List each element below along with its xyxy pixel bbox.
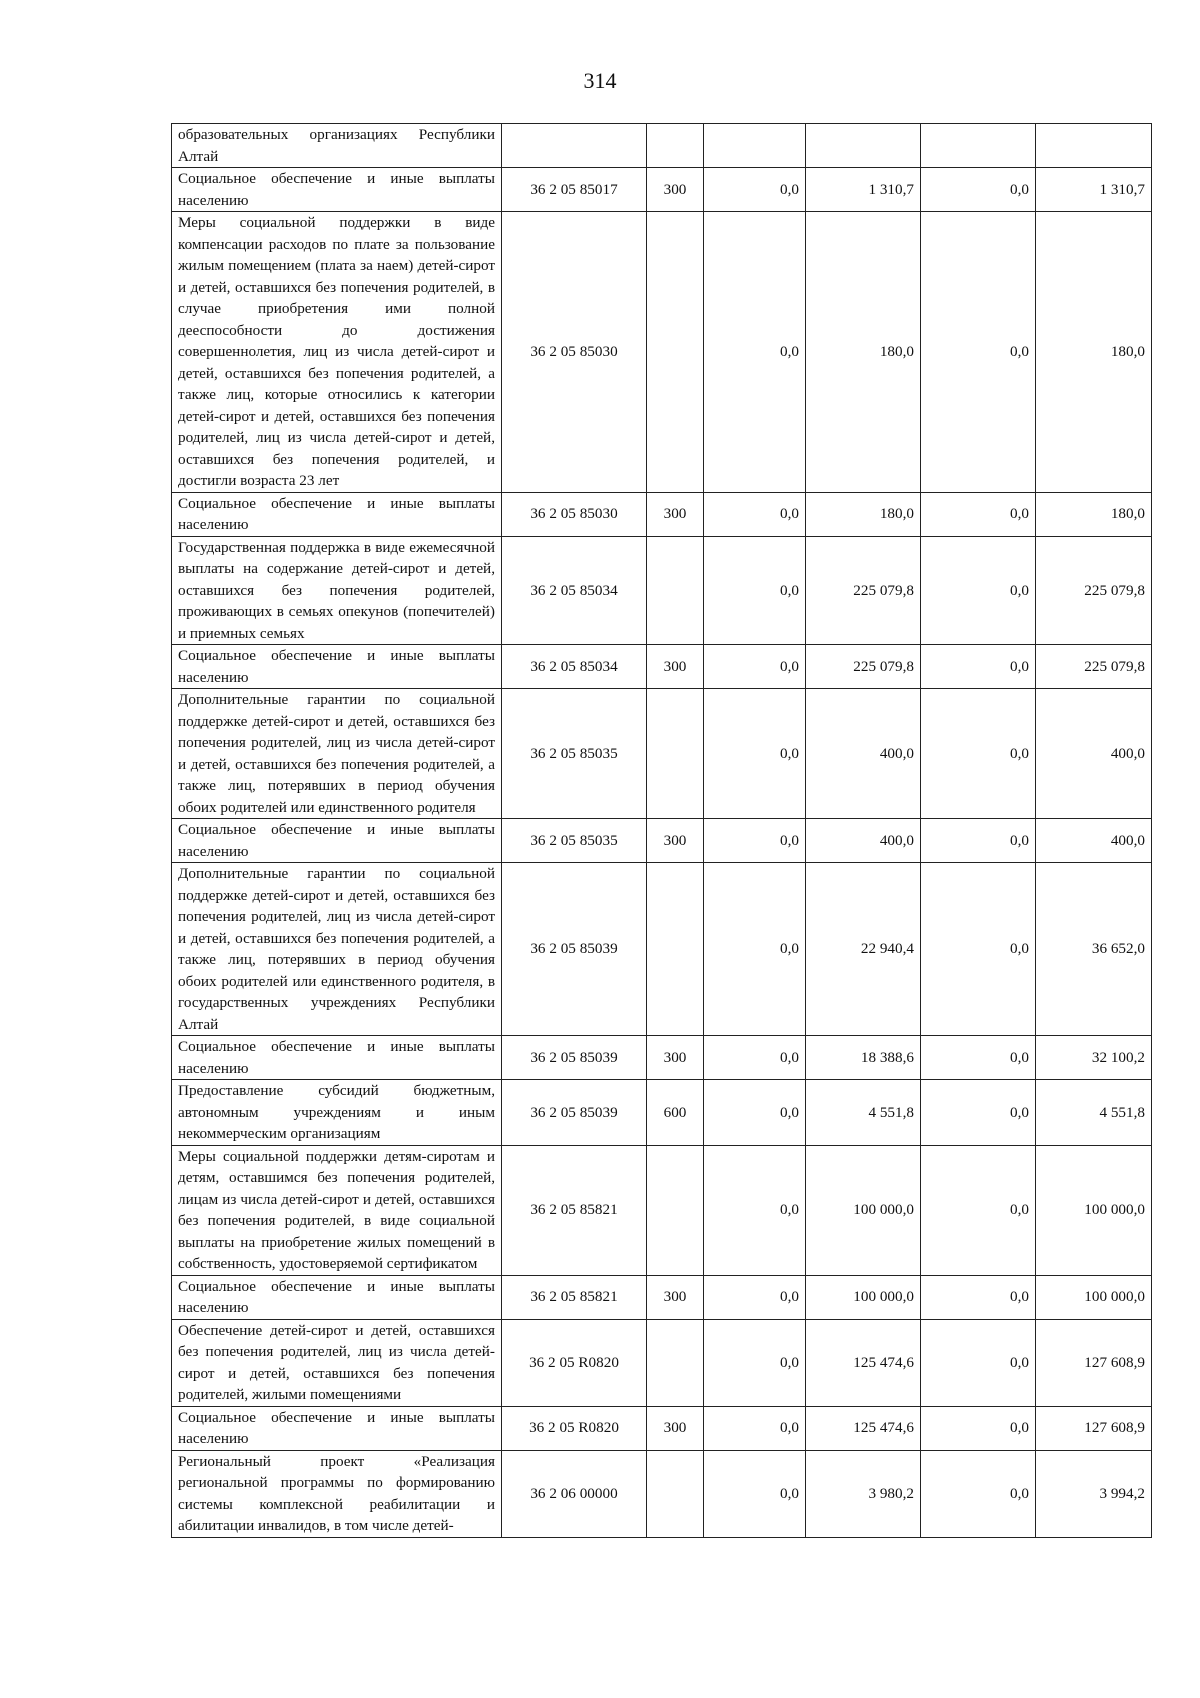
amount-col-3-cell: 0,0 — [921, 1145, 1036, 1275]
expense-type-code-cell — [647, 536, 704, 645]
amount-col-1-cell: 0,0 — [704, 536, 806, 645]
expense-type-code-cell: 300 — [647, 819, 704, 863]
amount-col-3-cell: 0,0 — [921, 1275, 1036, 1319]
target-article-code-cell: 36 2 05 R0820 — [502, 1319, 647, 1406]
amount-col-4-cell: 4 551,8 — [1036, 1080, 1152, 1146]
amount-col-3-cell: 0,0 — [921, 863, 1036, 1036]
amount-col-4-cell: 180,0 — [1036, 212, 1152, 493]
amount-col-2-cell: 400,0 — [806, 689, 921, 819]
expense-name-cell: Социальное обеспечение и иные выплаты населению — [172, 1036, 502, 1080]
expense-name-cell: Социальное обеспечение и иные выплаты населению — [172, 819, 502, 863]
amount-col-1-cell: 0,0 — [704, 819, 806, 863]
budget-table — [171, 123, 1152, 1538]
amount-col-4-cell: 100 000,0 — [1036, 1275, 1152, 1319]
expense-name-cell: Дополнительные гарантии по социальной поддержке детей-сирот и детей, оставшихся без попечения родителей, лиц из числа детей-сирот и детей, оставшихся без попечения родителей, а также лиц, потерявших в период обучения обоих родителей или единственного родителя — [172, 689, 502, 819]
target-article-code-cell: 36 2 05 85035 — [502, 819, 647, 863]
amount-col-4-cell: 3 994,2 — [1036, 1450, 1152, 1537]
amount-col-2-cell: 4 551,8 — [806, 1080, 921, 1146]
amount-col-3-cell: 0,0 — [921, 168, 1036, 212]
amount-col-2-cell: 180,0 — [806, 212, 921, 493]
expense-name-cell: Социальное обеспечение и иные выплаты населению — [172, 1406, 502, 1450]
expense-name-cell: Социальное обеспечение и иные выплаты населению — [172, 492, 502, 536]
target-article-code-cell: 36 2 05 85035 — [502, 689, 647, 819]
expense-type-code-cell — [647, 1319, 704, 1406]
table-row — [172, 1450, 1152, 1537]
amount-col-3-cell: 0,0 — [921, 1406, 1036, 1450]
table-row — [172, 536, 1152, 645]
amount-col-2-cell: 180,0 — [806, 492, 921, 536]
expense-name-cell: Социальное обеспечение и иные выплаты населению — [172, 1275, 502, 1319]
amount-col-1-cell: 0,0 — [704, 863, 806, 1036]
amount-col-2-cell: 125 474,6 — [806, 1406, 921, 1450]
amount-col-3-cell: 0,0 — [921, 492, 1036, 536]
amount-col-1-cell: 0,0 — [704, 1319, 806, 1406]
expense-name-cell: Меры социальной поддержки в виде компенсации расходов по плате за пользование жилым помещением (плата за наем) детей-сирот и детей, оставшихся без попечения родителей, в случае приобретения ими полной дееспособности до достижения совершеннолетия, лиц из числа детей-сирот и детей, оставшихся без попечения родителей, а также лиц, которые относились к категории детей-сирот и детей, оставшихся без попечения родителей, лиц из числа детей-сирот и детей, оставшихся без попечения родителей, и достигли возраста 23 лет — [172, 212, 502, 493]
amount-col-2-cell: 400,0 — [806, 819, 921, 863]
expense-type-code-cell: 300 — [647, 1275, 704, 1319]
amount-col-3-cell: 0,0 — [921, 689, 1036, 819]
amount-col-3-cell — [921, 124, 1036, 168]
table-row — [172, 645, 1152, 689]
amount-col-3-cell: 0,0 — [921, 1319, 1036, 1406]
expense-type-code-cell — [647, 863, 704, 1036]
amount-col-2-cell: 225 079,8 — [806, 645, 921, 689]
amount-col-3-cell: 0,0 — [921, 1036, 1036, 1080]
amount-col-4-cell: 127 608,9 — [1036, 1319, 1152, 1406]
amount-col-4-cell: 400,0 — [1036, 689, 1152, 819]
expense-type-code-cell: 300 — [647, 492, 704, 536]
amount-col-1-cell: 0,0 — [704, 1145, 806, 1275]
table-row — [172, 863, 1152, 1036]
amount-col-2-cell: 1 310,7 — [806, 168, 921, 212]
table-row — [172, 124, 1152, 168]
expense-name-cell: Государственная поддержка в виде ежемесячной выплаты на содержание детей-сирот и детей, оставшихся без попечения родителей, проживающих в семьях опекунов (попечителей) и приемных семьях — [172, 536, 502, 645]
expense-type-code-cell — [647, 689, 704, 819]
amount-col-4-cell: 225 079,8 — [1036, 536, 1152, 645]
target-article-code-cell: 36 2 05 85034 — [502, 645, 647, 689]
amount-col-2-cell: 18 388,6 — [806, 1036, 921, 1080]
expense-type-code-cell — [647, 1450, 704, 1537]
expense-type-code-cell: 300 — [647, 168, 704, 212]
target-article-code-cell: 36 2 05 85039 — [502, 1080, 647, 1146]
amount-col-1-cell: 0,0 — [704, 1406, 806, 1450]
target-article-code-cell: 36 2 05 85034 — [502, 536, 647, 645]
page-number: 314 — [583, 68, 617, 93]
expense-name-cell: Социальное обеспечение и иные выплаты населению — [172, 645, 502, 689]
expense-name-cell: Обеспечение детей-сирот и детей, оставшихся без попечения родителей, лиц из числа детей-сирот и детей, оставшихся без попечения родителей, жилыми помещениями — [172, 1319, 502, 1406]
target-article-code-cell: 36 2 05 85030 — [502, 492, 647, 536]
amount-col-2-cell: 125 474,6 — [806, 1319, 921, 1406]
expense-type-code-cell: 300 — [647, 645, 704, 689]
amount-col-2-cell: 225 079,8 — [806, 536, 921, 645]
expense-type-code-cell — [647, 124, 704, 168]
table-row — [172, 168, 1152, 212]
amount-col-4-cell: 32 100,2 — [1036, 1036, 1152, 1080]
expense-name-cell: Региональный проект «Реализация региональной программы по формированию системы комплексной реабилитации и абилитации инвалидов, в том числе детей- — [172, 1450, 502, 1537]
amount-col-1-cell: 0,0 — [704, 1080, 806, 1146]
table-row — [172, 1319, 1152, 1406]
amount-col-3-cell: 0,0 — [921, 1450, 1036, 1537]
amount-col-3-cell: 0,0 — [921, 1080, 1036, 1146]
target-article-code-cell: 36 2 05 85039 — [502, 863, 647, 1036]
amount-col-3-cell: 0,0 — [921, 212, 1036, 493]
target-article-code-cell: 36 2 05 85821 — [502, 1275, 647, 1319]
target-article-code-cell: 36 2 05 85039 — [502, 1036, 647, 1080]
amount-col-1-cell: 0,0 — [704, 1275, 806, 1319]
amount-col-2-cell: 100 000,0 — [806, 1275, 921, 1319]
amount-col-4-cell: 400,0 — [1036, 819, 1152, 863]
expense-name-cell: Предоставление субсидий бюджетным, автономным учреждениям и иным некоммерческим организациям — [172, 1080, 502, 1146]
amount-col-1-cell: 0,0 — [704, 645, 806, 689]
target-article-code-cell — [502, 124, 647, 168]
amount-col-1-cell: 0,0 — [704, 492, 806, 536]
table-row — [172, 212, 1152, 493]
expense-type-code-cell: 300 — [647, 1406, 704, 1450]
amount-col-2-cell: 3 980,2 — [806, 1450, 921, 1537]
table-row — [172, 1036, 1152, 1080]
expense-name-cell: Социальное обеспечение и иные выплаты населению — [172, 168, 502, 212]
amount-col-1-cell: 0,0 — [704, 212, 806, 493]
amount-col-4-cell: 225 079,8 — [1036, 645, 1152, 689]
expense-type-code-cell — [647, 212, 704, 493]
amount-col-4-cell: 100 000,0 — [1036, 1145, 1152, 1275]
table-row — [172, 689, 1152, 819]
target-article-code-cell: 36 2 05 85821 — [502, 1145, 647, 1275]
table-row — [172, 1080, 1152, 1146]
amount-col-1-cell: 0,0 — [704, 1450, 806, 1537]
expense-type-code-cell — [647, 1145, 704, 1275]
target-article-code-cell: 36 2 06 00000 — [502, 1450, 647, 1537]
target-article-code-cell: 36 2 05 R0820 — [502, 1406, 647, 1450]
table-row — [172, 1406, 1152, 1450]
amount-col-4-cell: 127 608,9 — [1036, 1406, 1152, 1450]
amount-col-3-cell: 0,0 — [921, 645, 1036, 689]
amount-col-1-cell: 0,0 — [704, 168, 806, 212]
amount-col-4-cell: 36 652,0 — [1036, 863, 1152, 1036]
table-row — [172, 819, 1152, 863]
expense-type-code-cell: 600 — [647, 1080, 704, 1146]
amount-col-1-cell — [704, 124, 806, 168]
amount-col-1-cell: 0,0 — [704, 689, 806, 819]
expense-name-cell: образовательных организациях Республики Алтай — [172, 124, 502, 168]
expense-type-code-cell: 300 — [647, 1036, 704, 1080]
amount-col-2-cell: 100 000,0 — [806, 1145, 921, 1275]
amount-col-3-cell: 0,0 — [921, 819, 1036, 863]
expense-name-cell: Меры социальной поддержки детям-сиротам и детям, оставшимся без попечения родителей, лицам из числа детей-сирот и детей, оставшихся без попечения родителей, в виде социальной выплаты на приобретение жилых помещений в собственность, удостоверяемой сертификатом — [172, 1145, 502, 1275]
amount-col-2-cell — [806, 124, 921, 168]
amount-col-3-cell: 0,0 — [921, 536, 1036, 645]
target-article-code-cell: 36 2 05 85030 — [502, 212, 647, 493]
table-row — [172, 492, 1152, 536]
target-article-code-cell: 36 2 05 85017 — [502, 168, 647, 212]
amount-col-4-cell: 180,0 — [1036, 492, 1152, 536]
amount-col-1-cell: 0,0 — [704, 1036, 806, 1080]
amount-col-2-cell: 22 940,4 — [806, 863, 921, 1036]
amount-col-4-cell: 1 310,7 — [1036, 168, 1152, 212]
table-row — [172, 1275, 1152, 1319]
table-row — [172, 1145, 1152, 1275]
amount-col-4-cell — [1036, 124, 1152, 168]
expense-name-cell: Дополнительные гарантии по социальной поддержке детей-сирот и детей, оставшихся без попечения родителей, лиц из числа детей-сирот и детей, оставшихся без попечения родителей, а также лиц, потерявших в период обучения обоих родителей или единственного родителя, в государственных учреждениях Республики Алтай — [172, 863, 502, 1036]
